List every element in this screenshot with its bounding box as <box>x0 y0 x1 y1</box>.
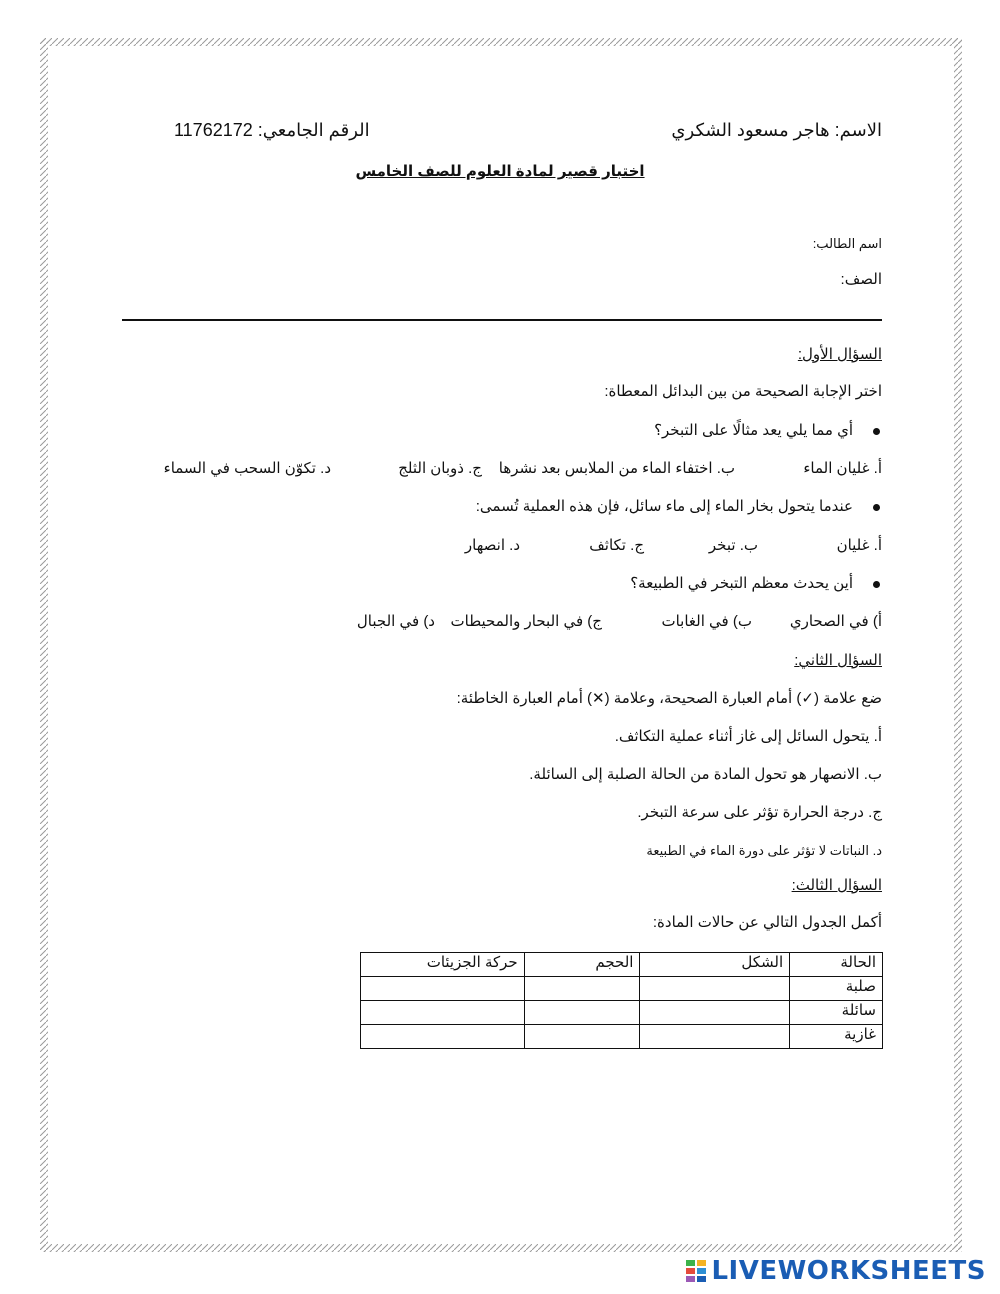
q1-item2-question <box>476 497 880 517</box>
bullet-icon <box>873 581 880 588</box>
states-of-matter-table <box>360 952 883 1049</box>
q1-item1-options <box>112 459 882 479</box>
answer-cell[interactable] <box>361 1025 525 1049</box>
student-name-header: الاسم: هاجر مسعود الشكري <box>671 120 882 140</box>
q3-heading: السؤال الثالث: <box>791 877 882 894</box>
q2-statement-d: د. النباتات لا تؤثر على دورة الماء في الطبيعة <box>646 843 882 858</box>
table-cell: غازية <box>790 1025 883 1049</box>
worksheet-logo-icon <box>685 1258 707 1284</box>
option-a[interactable]: أ. غليان الماء <box>803 460 882 477</box>
table-header-cell: الشكل <box>640 953 790 977</box>
q2-statement-c: ج. درجة الحرارة تؤثر على سرعة التبخر. <box>637 804 882 821</box>
option-a[interactable]: أ) في الصحاري <box>789 613 882 630</box>
answer-cell[interactable] <box>361 977 525 1001</box>
q2-heading: السؤال الثاني: <box>794 652 882 669</box>
page-border <box>40 38 962 1252</box>
q1-item1-question <box>654 421 880 441</box>
question-text: أين يحدث معظم التبخر في الطبيعة؟ <box>630 575 853 592</box>
answer-cell[interactable] <box>524 1025 640 1049</box>
q2-statement-a: أ. يتحول السائل إلى غاز أثناء عملية التكاثف. <box>614 728 882 745</box>
table-cell: صلبة <box>790 977 883 1001</box>
option-d[interactable]: د. تكوّن السحب في السماء <box>163 460 331 477</box>
table-row <box>361 1001 883 1025</box>
bullet-icon <box>873 504 880 511</box>
q2-statement-b: ب. الانصهار هو تحول المادة من الحالة الصلبة إلى السائلة. <box>529 766 882 783</box>
table-header-cell: الحالة <box>790 953 883 977</box>
answer-cell[interactable] <box>640 977 790 1001</box>
option-c[interactable]: ج. ذوبان الثلج <box>398 460 482 477</box>
question-text: أي مما يلي يعد مثالًا على التبخر؟ <box>654 422 853 439</box>
answer-cell[interactable] <box>524 1001 640 1025</box>
q1-item3-question <box>630 574 880 594</box>
option-b[interactable]: ب. اختفاء الماء من الملابس بعد نشرها <box>498 460 735 477</box>
liveworksheets-logo <box>685 1256 986 1286</box>
answer-cell[interactable] <box>361 1001 525 1025</box>
q1-heading: السؤال الأول: <box>797 346 882 363</box>
option-d[interactable]: د. انصهار <box>464 537 520 554</box>
table-header-cell: الحجم <box>524 953 640 977</box>
table-row <box>361 1025 883 1049</box>
table-cell: سائلة <box>790 1001 883 1025</box>
table-header-row <box>361 953 883 977</box>
student-name-label: اسم الطالب: <box>812 236 882 251</box>
table-header-cell: حركة الجزيئات <box>361 953 525 977</box>
option-b[interactable]: ب) في الغابات <box>661 613 752 630</box>
table-row <box>361 977 883 1001</box>
watermark-text: LIVEWORKSHEETS <box>711 1256 986 1286</box>
bullet-icon <box>873 428 880 435</box>
question-text: عندما يتحول بخار الماء إلى ماء سائل، فإن هذه العملية تُسمى: <box>475 498 853 515</box>
quiz-title: اختبار قصير لمادة العلوم للصف الخامس <box>355 163 645 180</box>
q1-item3-options <box>262 612 882 632</box>
divider-line <box>122 319 882 321</box>
option-c[interactable]: ج. تكاثف <box>589 537 644 554</box>
answer-cell[interactable] <box>640 1001 790 1025</box>
q1-instruction: اختر الإجابة الصحيحة من بين البدائل المعطاة: <box>604 383 882 400</box>
q1-item2-options <box>382 536 882 556</box>
option-c[interactable]: ج) في البحار والمحيطات <box>450 613 602 630</box>
option-d[interactable]: د) في الجبال <box>356 613 435 630</box>
q2-instruction: ضع علامة (✓) أمام العبارة الصحيحة، وعلامة (✕) أمام العبارة الخاطئة: <box>456 690 882 707</box>
option-b[interactable]: ب. تبخر <box>708 537 758 554</box>
answer-cell[interactable] <box>640 1025 790 1049</box>
option-a[interactable]: أ. غليان <box>836 537 882 554</box>
answer-cell[interactable] <box>524 977 640 1001</box>
q3-instruction: أكمل الجدول التالي عن حالات المادة: <box>652 914 882 931</box>
class-label: الصف: <box>840 271 882 288</box>
student-id-header: الرقم الجامعي: 11762172 <box>174 120 370 140</box>
